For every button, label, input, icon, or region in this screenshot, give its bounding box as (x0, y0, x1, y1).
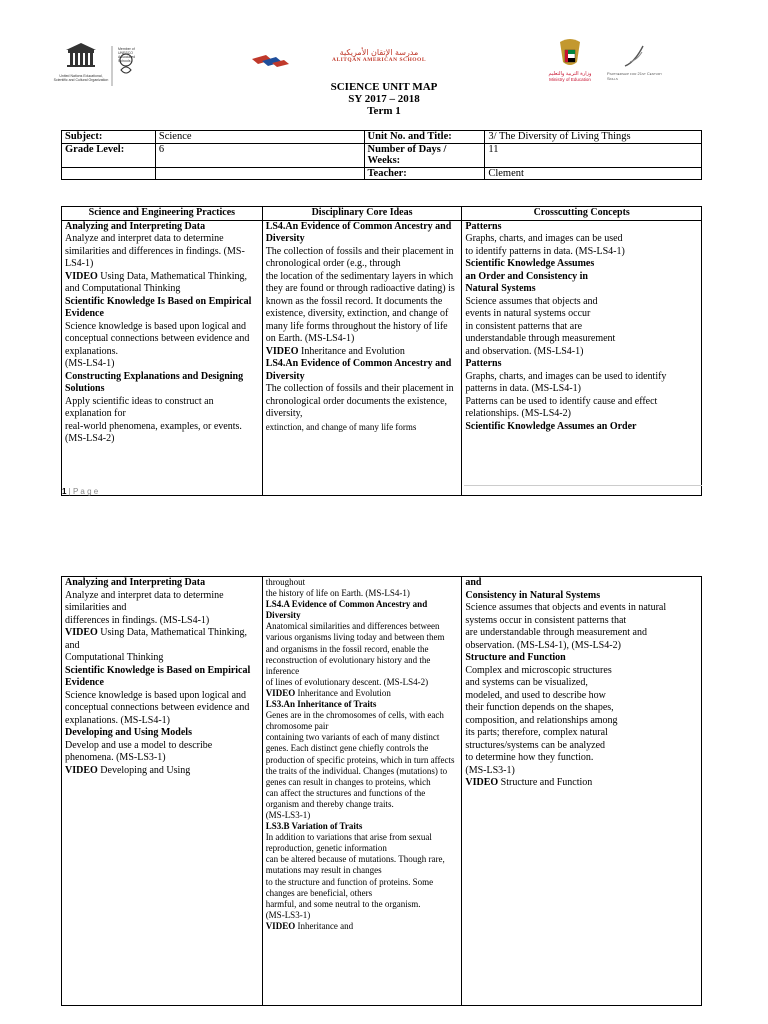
unit-value: 3/ The Diversity of Living Things (485, 131, 702, 144)
bold-text: Scientific Knowledge Assumes an Order (465, 420, 637, 432)
cell-paragraph (65, 590, 259, 628)
term: Term 1 (367, 105, 401, 117)
cell-paragraph (266, 246, 459, 346)
cell-paragraph (266, 832, 459, 921)
cell-paragraph (65, 740, 259, 765)
cell-paragraph (65, 765, 259, 778)
grade-value: 6 (155, 143, 364, 167)
column-header-row (62, 207, 702, 221)
empty-cell (155, 167, 364, 180)
uae-emblem (560, 39, 580, 65)
body-text: Inheritance and Evolution (298, 345, 405, 357)
cell-heading (465, 577, 698, 602)
cell-paragraph (266, 346, 459, 359)
cell-heading (465, 652, 698, 665)
cell-heading (65, 371, 259, 396)
cell-heading (465, 421, 698, 434)
body-text: Science knowledge is based upon logical and conceptual connections between evidence and explanations. (MS-LS4-1) (65, 689, 250, 726)
bold-text: VIDEO (465, 777, 499, 788)
body-text: Develop and use a model to describe phenomena. (MS-LS3-1) (65, 739, 213, 763)
body-text: throughout the history of life on Earth. (MS-LS4-1) (265, 577, 410, 599)
unit-map-table-page-1 (61, 206, 702, 496)
practices-header: Science and Engineering Practices (62, 207, 263, 221)
crosscutting-header: Crosscutting Concepts (462, 207, 702, 221)
body-text: Analyze and interpret data to determine similarities and differences in findings. (MS-LS4-1) (65, 233, 245, 269)
body-text: Using Data, Mathematical Thinking, and Computational Thinking (65, 270, 248, 294)
page-label: P a g e (72, 487, 99, 496)
core-ideas-cell (262, 220, 462, 495)
bold-text: LS4.An Evidence of Common Ancestry and Diversity (265, 358, 452, 382)
cell-paragraph (65, 627, 259, 665)
bold-text: VIDEO (265, 920, 296, 931)
info-row (62, 131, 702, 144)
cell-paragraph (65, 271, 259, 296)
bold-text: VIDEO (265, 345, 299, 357)
bold-text: Patterns (465, 220, 502, 232)
bold-text: Scientific Knowledge Is Based on Empirical Evidence (65, 295, 252, 319)
cell-paragraph (266, 921, 459, 932)
cell-heading (465, 221, 698, 234)
cell-paragraph (65, 233, 259, 271)
bold-text: Patterns (465, 358, 502, 369)
body-text: Science knowledge is based upon logical and conceptual connections between evidence and explanations. (MS-LS4-1) (65, 320, 250, 369)
school-name: ALITQAN AMERICAN SCHOOL (331, 57, 426, 63)
bold-text: VIDEO (65, 270, 98, 282)
cell-heading (65, 665, 259, 690)
cell-paragraph (266, 383, 459, 421)
footer-rule (464, 485, 702, 486)
document-title: SCIENCE UNIT MAP (330, 81, 438, 93)
cell-paragraph (465, 665, 698, 778)
unesco-caption: United Nations Educational, Scientific and Cultural Organization (53, 74, 109, 82)
bold-text: VIDEO (265, 687, 296, 698)
bold-text: Constructing Explanations and Designing Solutions (65, 370, 244, 394)
document-heading (0, 81, 768, 117)
info-row (62, 167, 702, 180)
cell-paragraph (465, 296, 698, 359)
bold-text: Developing and Using Models (65, 727, 192, 738)
ministry-name: Ministry of Education (549, 77, 591, 82)
cell-heading (65, 296, 259, 321)
practices-cell (62, 220, 263, 495)
cell-heading (465, 258, 698, 296)
bold-text: Structure and Function (465, 652, 566, 663)
subject-value: Science (155, 131, 364, 144)
cell-paragraph (266, 577, 459, 599)
bold-text: Scientific Knowledge is Based on Empirical Evidence (65, 664, 251, 688)
body-text: Genes are in the chromosomes of cells, with each chromosome pair containing two variants of each of many distinct genes. Each distinct gene chiefly controls the production of specific proteins, which in turn affects the traits of the individual. Changes (mutations) to genes can result in changes to proteins, which can affect the structures and functions of the organism and thereby change traits. (MS-LS3-1) (265, 710, 455, 820)
subject-label: Subject: (62, 131, 156, 144)
crosscutting-cell (462, 220, 702, 495)
cell-paragraph (465, 371, 698, 421)
body-text: Inheritance and (295, 920, 354, 931)
unit-map-table-page-2 (61, 576, 702, 1006)
info-row (62, 143, 702, 167)
school-name-arabic: مدرسة الإتقان الأمريكية (339, 48, 419, 57)
cell-heading (266, 599, 459, 621)
bold-text: VIDEO (65, 764, 98, 776)
cell-paragraph (465, 602, 698, 652)
cell-heading (266, 699, 459, 710)
core-ideas-cell (262, 577, 462, 1006)
unesco-member-caption: Member of UNESCO Associated Schools (118, 47, 136, 63)
bold-text: VIDEO (65, 627, 98, 638)
bold-text: LS4.A Evidence of Common Ancestry and Diversity (265, 599, 428, 621)
cell-paragraph (266, 688, 459, 699)
days-value: 11 (485, 143, 702, 167)
unit-info-table (61, 130, 702, 180)
body-text: Inheritance and Evolution (295, 687, 391, 698)
empty-cell (62, 167, 156, 180)
body-text: Science assumes that objects and events in natural systems occur in consistent patterns that are understandable through measurement and observation. (MS-LS4-1) (465, 295, 616, 357)
cell-paragraph (266, 710, 459, 821)
body-text: In addition to variations that arise from sexual reproduction, genetic information can be altered because of mutations. Though rare, mutations may result in changes to the structure and function of proteins. Some changes are beneficial, others harmful, and some neutral to the organism. (MS-LS3-1) (265, 832, 445, 920)
bold-text: LS4.An Evidence of Common Ancestry and Diversity (265, 220, 452, 244)
bold-text: LS3.B Variation of Traits (265, 821, 363, 832)
practices-cell (62, 577, 263, 1006)
school-emblem (252, 55, 289, 67)
page-footer (62, 487, 98, 496)
p21-caption: Partnership for 21st Century Skills (607, 71, 663, 81)
bold-text: and Consistency in Natural Systems (465, 577, 601, 601)
cell-paragraph (65, 690, 259, 728)
body-text: Analyze and interpret data to determine similarities and differences in findings. (MS-LS4-1) (65, 589, 224, 626)
body-text: Apply scientific ideas to construct an explanation for real-world phenomena, examples, or events. (MS-LS4-2) (65, 395, 242, 444)
bold-text: Analyzing and Interpreting Data (65, 220, 206, 232)
body-text: The collection of fossils and their placement in chronological order (e.g., through the location of the sedimentary layers in which they are found or through radioactive dating) is known as the fossil record. It documents the existence, diversity, extinction, and change of many life forms throughout the history of life on Earth. (MS-LS4-1) (265, 245, 455, 344)
cell-heading (65, 221, 259, 234)
cell-heading (266, 821, 459, 832)
bold-text: LS3.An Inheritance of Traits (265, 699, 377, 710)
cell-heading (266, 221, 459, 246)
cell-heading (465, 358, 698, 371)
body-text: Complex and microscopic structures and systems can be visualized, modeled, and used to describe how their function depends on the shapes, composition, and relationships among its parts; therefore, complex natural structures/systems can be analyzed to determine how they function. (MS-LS3-1) (465, 664, 618, 776)
cell-paragraph (266, 621, 459, 688)
body-text: Anatomical similarities and differences between various organisms living today and between them and organisms in the fossil record, enable the reconstruction of evolutionary history and the inference of lines of evolutionary descent. (MS-LS4-2) (265, 621, 445, 687)
bold-text: Analyzing and Interpreting Data (65, 577, 206, 588)
cell-paragraph (266, 421, 459, 434)
body-text: Using Data, Mathematical Thinking, and Computational Thinking (65, 627, 248, 663)
body-text: Developing and Using (97, 764, 191, 776)
body-text: Structure and Function (498, 777, 593, 788)
cell-heading (65, 577, 259, 590)
cell-heading (65, 727, 259, 740)
cell-paragraph (65, 321, 259, 371)
body-text: The collection of fossils and their placement in chronological order documents the existence, diversity, (265, 383, 454, 419)
cell-paragraph (65, 396, 259, 446)
page-number: 1 (62, 487, 67, 496)
p21-logo (625, 46, 643, 66)
body-text: Science assumes that objects and events in natural systems occur in consistent patterns that are understandable through measurement and observation. (MS-LS4-1), (MS-LS4-2) (465, 602, 667, 651)
school-year: SY 2017 – 2018 (348, 93, 420, 105)
days-label: Number of Days / Weeks: (364, 143, 485, 167)
content-row (62, 220, 702, 495)
cell-paragraph (465, 777, 698, 790)
body-text: Graphs, charts, and images can be used to identify patterns in data. (MS-LS4-1) (465, 233, 625, 257)
page-separator: | (66, 487, 73, 496)
body-text: extinction, and change of many life forms (265, 421, 417, 432)
body-text: Graphs, charts, and images can be used to identify patterns in data. (MS-LS4-1) Patterns can be used to identify cause and effect relationships. (MS-LS4-2) (465, 370, 667, 419)
ministry-arabic: وزارة التربية والتعليم (548, 71, 592, 77)
cell-paragraph (465, 233, 698, 258)
teacher-value: Clement (485, 167, 702, 180)
core-ideas-header: Disciplinary Core Ideas (262, 207, 462, 221)
unit-label: Unit No. and Title: (364, 131, 485, 144)
teacher-label: Teacher: (364, 167, 485, 180)
crosscutting-cell (462, 577, 702, 1006)
bold-text: Scientific Knowledge Assumes an Order and Consistency in Natural Systems (465, 258, 595, 294)
cell-heading (266, 358, 459, 383)
content-row (62, 577, 702, 1006)
grade-label: Grade Level: (62, 143, 156, 167)
